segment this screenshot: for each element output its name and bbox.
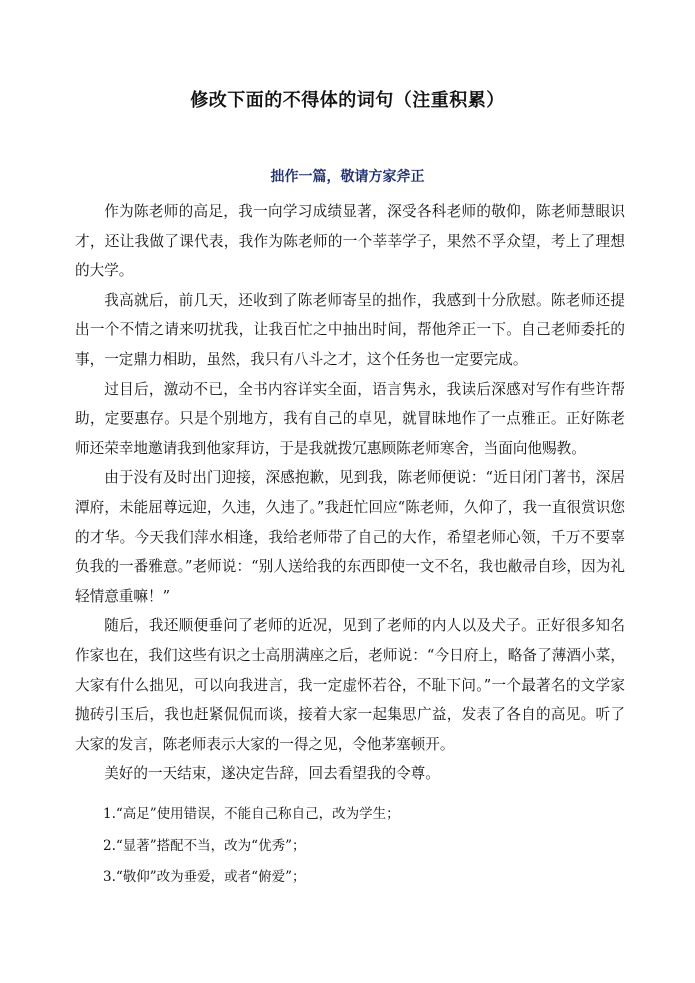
correction-item: 3.“敬仰”改为垂爱，或者“俯爱”； <box>103 869 306 885</box>
paragraph: 作为陈老师的高足，我一向学习成绩显著，深受各科老师的敬仰，陈老师慧眼识才，还让我做了课代表，我作为陈老师的一个莘莘学子，果然不孚众望，考上了理想的大学。 <box>75 203 625 280</box>
correction-item: 2.“显著”搭配不当，改为“优秀”； <box>103 837 306 854</box>
essay-subtitle: 拙作一篇，敬请方家斧正 <box>270 169 425 185</box>
paragraph: 美好的一天结束，遂决定告辞，回去看望我的令尊。 <box>104 765 440 783</box>
paragraph: 我高就后，前几天，还收到了陈老师寄呈的拙作，我感到十分欣慰。陈老师还提出一个不情之请来叨扰我，让我百忙之中抽出时间，帮他斧正一下。自己老师委托的事，一定鼎力相助，虽然，我只有八斗之才，这个任务也一定要完成。 <box>75 291 625 368</box>
corrections-list <box>103 802 623 897</box>
paragraph: 由于没有及时出门迎接，深感抱歉，见到我，陈老师便说：“近日闭门著书，深居潭府，未能屈尊远迎，久违，久违了。”我赶忙回应“陈老师，久仰了，我一直很赏识您的才华。今天我们萍水相逢，我给老师带了自己的大作，希望老师心领，千万不要辜负我的一番雅意。”老师说：“别人送给我的东西即使一文不名，我也敝帚自珍，因为礼轻情意重嘛！” <box>75 469 625 605</box>
paragraph: 过目后，激动不已，全书内容详实全面，语言隽永，我读后深感对写作有些许帮助，定要惠存。只是个别地方，我有自己的卓见，就冒昧地作了一点雅正。正好陈老师还荣幸地邀请我到他家拜访，于是我就拨冗惠顾陈老师寒舍，当面向他赐教。 <box>75 380 625 457</box>
document-title: 修改下面的不得体的词句（注重积累） <box>190 90 505 111</box>
essay-body <box>75 197 625 789</box>
correction-item: 1.“高足”使用错误，不能自己称自己，改为学生； <box>103 806 400 822</box>
paragraph: 随后，我还顺便垂问了老师的近况，见到了老师的内人以及犬子。正好很多知名作家也在，我们这些有识之士高朋满座之后，老师说：“今日府上，略备了薄酒小菜，大家有什么拙见，可以向我进言，我一定虚怀若谷，不耻下问。”一个最著名的文学家抛砖引玉后，我也赶紧侃侃而谈，接着大家一起集思广益，发表了各自的高见。听了大家的发言，陈老师表示大家的一得之见，令他茅塞顿开。 <box>75 617 625 753</box>
